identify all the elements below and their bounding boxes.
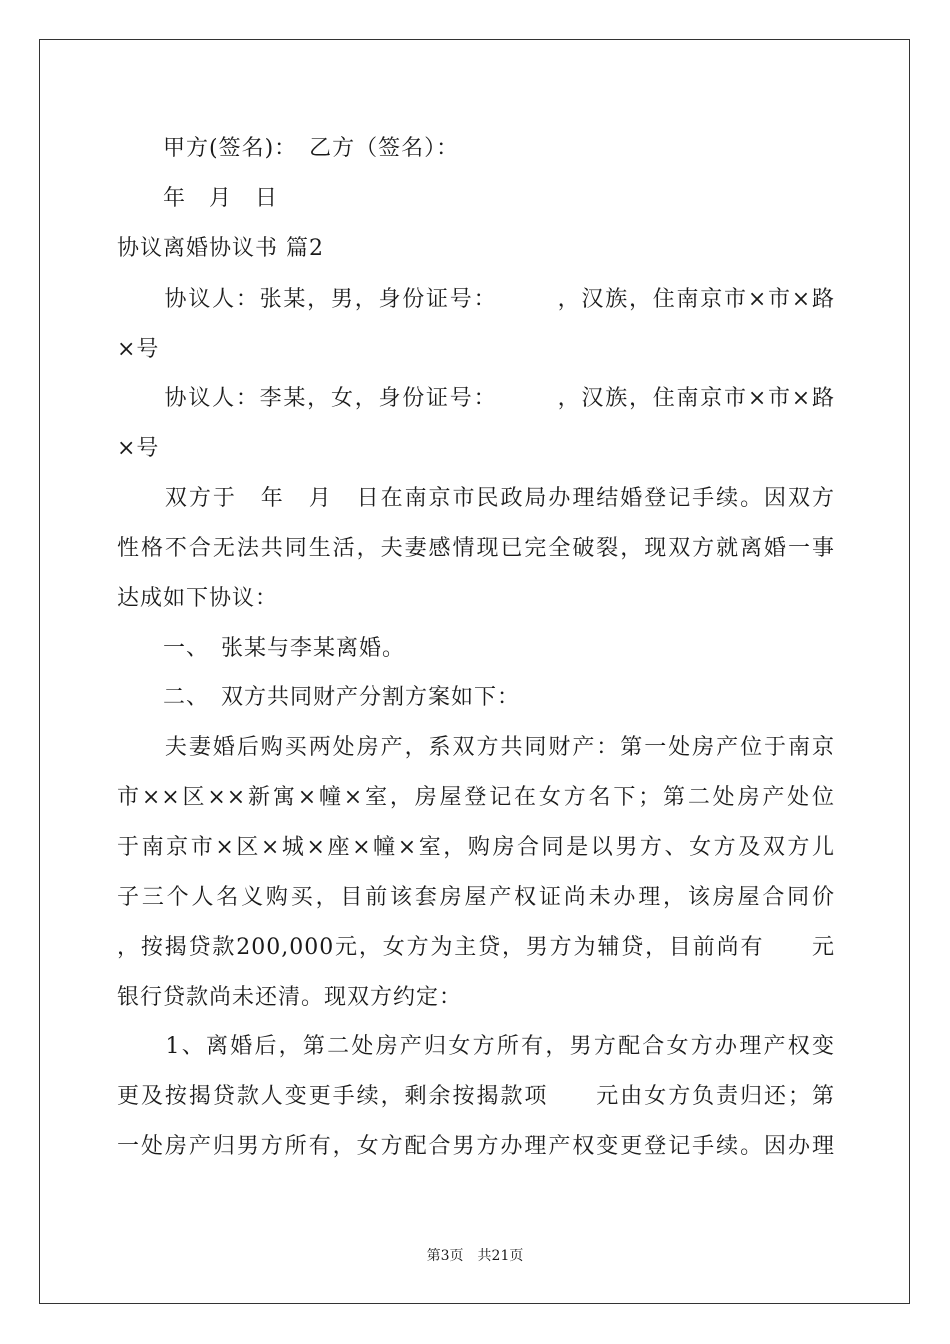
paragraph-line: ×号 (117, 337, 160, 362)
signature-line: 甲方(签名)： 乙方（签名）： (117, 136, 460, 161)
list-item: 一、 张某与李某离婚。 (117, 636, 406, 661)
paragraph-line: 一处房产归男方所有，女方配合男方办理产权变更登记手续。因办理 (117, 1134, 835, 1159)
paragraph-line: 达成如下协议： (117, 586, 279, 611)
paragraph-line: 于南京市×区×城×座×幢×室，购房合同是以男方、女方及双方儿 (117, 835, 835, 860)
page-border (39, 39, 910, 1304)
paragraph-line: 协议人：李某，女，身份证号： ，汉族，住南京市×市×路 (117, 386, 835, 411)
section-title: 协议离婚协议书 篇2 (117, 236, 324, 261)
list-item: 二、 双方共同财产分割方案如下： (117, 685, 521, 710)
paragraph-line: 1、离婚后，第二处房产归女方所有，男方配合女方办理产权变 (117, 1034, 835, 1059)
paragraph-line: 更及按揭贷款人变更手续，剩余按揭款项 元由女方负责归还；第 (117, 1084, 835, 1109)
paragraph-line: 性格不合无法共同生活，夫妻感情现已完全破裂，现双方就离婚一事 (117, 536, 835, 561)
paragraph-line: 银行贷款尚未还清。现双方约定： (117, 985, 463, 1010)
page-number-footer: 第3页 共21页 (426, 1248, 524, 1264)
date-line: 年 月 日 (117, 186, 279, 211)
paragraph-line: 双方于 年 月 日在南京市民政局办理结婚登记手续。因双方 (117, 486, 835, 511)
paragraph-line: 夫妻婚后购买两处房产，系双方共同财产：第一处房产位于南京 (117, 735, 835, 760)
paragraph-line: 子三个人名义购买，目前该套房屋产权证尚未办理，该房屋合同价 (117, 885, 835, 910)
paragraph-line: ，按揭贷款200,000元，女方为主贷，男方为辅贷，目前尚有 元 (117, 935, 835, 960)
paragraph-line: 市××区××新寓×幢×室，房屋登记在女方名下；第二处房产处位 (117, 785, 835, 810)
paragraph-line: 协议人：张某，男，身份证号： ，汉族，住南京市×市×路 (117, 287, 835, 312)
paragraph-line: ×号 (117, 436, 160, 461)
